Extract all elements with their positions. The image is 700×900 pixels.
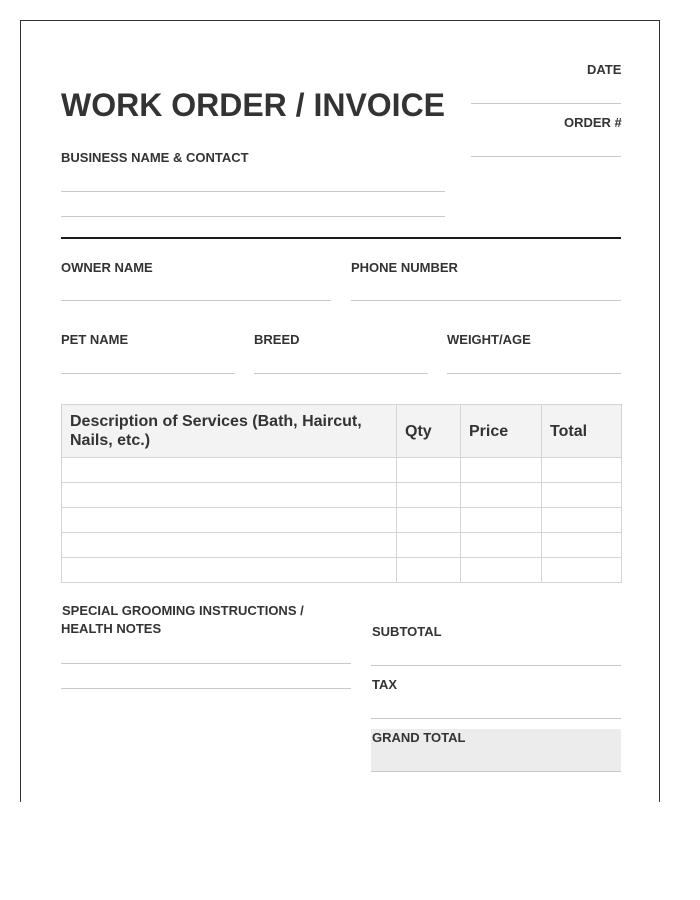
notes-field-line-1[interactable] bbox=[61, 663, 351, 664]
business-label: BUSINESS NAME & CONTACT bbox=[61, 150, 249, 165]
qty-cell[interactable] bbox=[397, 558, 461, 583]
price-cell[interactable] bbox=[461, 558, 542, 583]
total-cell[interactable] bbox=[542, 458, 622, 483]
invoice-page bbox=[20, 20, 660, 802]
weight-age-field[interactable] bbox=[447, 373, 621, 374]
pet-name-label: PET NAME bbox=[61, 332, 129, 347]
pet-name-field[interactable] bbox=[61, 373, 235, 374]
weight-age-label: WEIGHT/AGE bbox=[447, 332, 531, 347]
price-cell[interactable] bbox=[461, 458, 542, 483]
notes-label-line-1: SPECIAL GROOMING INSTRUCTIONS / bbox=[62, 603, 304, 618]
order-number-label: ORDER # bbox=[564, 115, 622, 130]
tax-label: TAX bbox=[372, 677, 398, 692]
business-field-line-1[interactable] bbox=[61, 191, 445, 192]
section-divider bbox=[61, 237, 621, 239]
table-row bbox=[62, 533, 622, 558]
subtotal-label: SUBTOTAL bbox=[372, 624, 442, 639]
total-cell[interactable] bbox=[542, 483, 622, 508]
breed-label: BREED bbox=[254, 332, 300, 347]
description-cell[interactable] bbox=[62, 508, 397, 533]
description-cell[interactable] bbox=[62, 558, 397, 583]
table-row bbox=[62, 558, 622, 583]
price-cell[interactable] bbox=[461, 508, 542, 533]
total-cell[interactable] bbox=[542, 558, 622, 583]
table-row bbox=[62, 508, 622, 533]
table-row bbox=[62, 458, 622, 483]
services-table bbox=[61, 404, 622, 583]
tax-field[interactable] bbox=[371, 718, 621, 719]
column-header-qty: Qty bbox=[397, 405, 461, 458]
breed-field[interactable] bbox=[254, 373, 428, 374]
total-cell[interactable] bbox=[542, 533, 622, 558]
table-row bbox=[62, 483, 622, 508]
owner-name-label: OWNER NAME bbox=[61, 260, 153, 275]
subtotal-field[interactable] bbox=[371, 665, 621, 666]
price-cell[interactable] bbox=[461, 483, 542, 508]
phone-number-field[interactable] bbox=[351, 300, 621, 301]
date-label: DATE bbox=[587, 62, 622, 77]
description-cell[interactable] bbox=[62, 483, 397, 508]
date-field[interactable] bbox=[471, 103, 621, 104]
column-header-description: Description of Services (Bath, Haircut, Nails, etc.) bbox=[62, 405, 397, 458]
qty-cell[interactable] bbox=[397, 458, 461, 483]
description-cell[interactable] bbox=[62, 458, 397, 483]
order-number-field[interactable] bbox=[471, 156, 621, 157]
column-header-price: Price bbox=[461, 405, 542, 458]
qty-cell[interactable] bbox=[397, 483, 461, 508]
notes-label-line-2: HEALTH NOTES bbox=[61, 621, 162, 636]
price-cell[interactable] bbox=[461, 533, 542, 558]
column-header-total: Total bbox=[542, 405, 622, 458]
page-title: WORK ORDER / INVOICE bbox=[61, 87, 446, 123]
grand-total-label: GRAND TOTAL bbox=[372, 730, 466, 745]
owner-name-field[interactable] bbox=[61, 300, 331, 301]
business-field-line-2[interactable] bbox=[61, 216, 445, 217]
table-header-row bbox=[62, 405, 622, 458]
notes-field-line-2[interactable] bbox=[61, 688, 351, 689]
description-cell[interactable] bbox=[62, 533, 397, 558]
total-cell[interactable] bbox=[542, 508, 622, 533]
phone-number-label: PHONE NUMBER bbox=[351, 260, 458, 275]
qty-cell[interactable] bbox=[397, 508, 461, 533]
qty-cell[interactable] bbox=[397, 533, 461, 558]
